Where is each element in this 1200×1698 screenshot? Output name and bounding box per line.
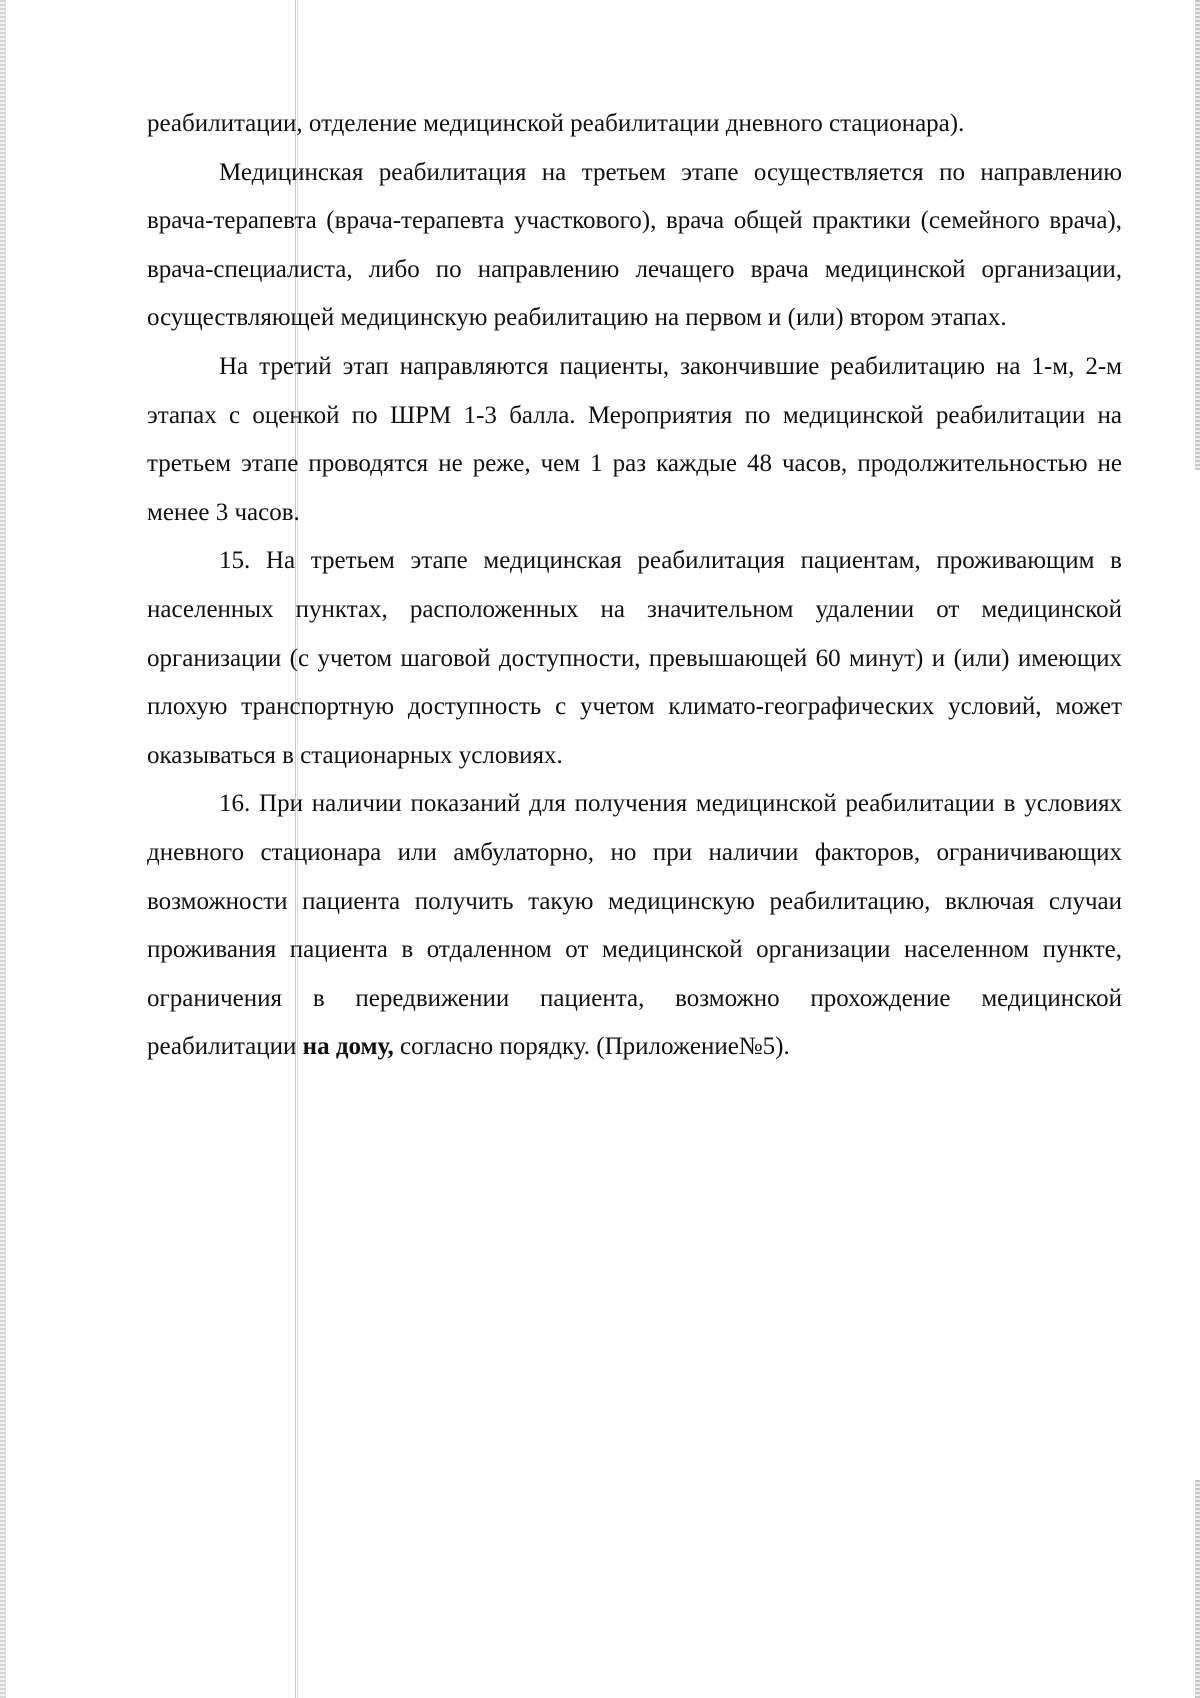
paragraph-third-stage-patients: На третий этап направляются пациенты, закончившие реабилитацию на 1-м, 2-м этапах с оценкой по ШРМ 1-3 балла. Мероприятия по медицинской реабилитации на третьем этапе проводятся не реже, чем 1 раз каждые 48 часов, продолжительностью не менее 3 часов. xyxy=(147,352,1122,526)
paragraph-item-16-tail: согласно порядку. (Приложение№5). xyxy=(393,1033,790,1061)
paragraph-item-16-bold: на дому, xyxy=(302,1033,394,1061)
paragraph-continuation: реабилитации, отделение медицинской реабилитации дневного стационара). xyxy=(147,110,965,137)
paragraph-item-16-text: 16. При наличии показаний для получения медицинской реабилитации в условиях дневного стационара или амбулаторно, но при наличии факторов, ограничивающих возможности пациента получить такую медицинскую реабилитацию, включая случаи проживания пациента в отдаленном от медицинской организации населенном пункте, ограничения в передвижении пациента, возможно прохождение медицинской реабилитации xyxy=(147,790,1122,1061)
scan-edge-left xyxy=(0,0,6,1698)
scan-edge-right-bottom xyxy=(1195,1480,1200,1698)
paragraph-item-16 xyxy=(147,780,1122,1072)
scan-edge-right-top xyxy=(1195,0,1200,470)
document-body xyxy=(147,100,1122,1072)
paragraph-third-stage-referral: Медицинская реабилитация на третьем этапе осуществляется по направлению врача-терапевта (врача-терапевта участкового), врача общей практики (семейного врача), врача-специалиста, либо по направлению лечащего врача медицинской организации, осуществляющей медицинскую реабилитацию на первом и (или) втором этапах. xyxy=(147,158,1122,332)
paragraph-item-15: 15. На третьем этапе медицинская реабилитация пациентам, проживающим в населенных пунктах, расположенных на значительном удалении от медицинской организации (с учетом шаговой доступности, превышающей 60 минут) и (или) имеющих плохую транспортную доступность с учетом климато-географических условий, может оказываться в стационарных условиях. xyxy=(147,547,1122,769)
